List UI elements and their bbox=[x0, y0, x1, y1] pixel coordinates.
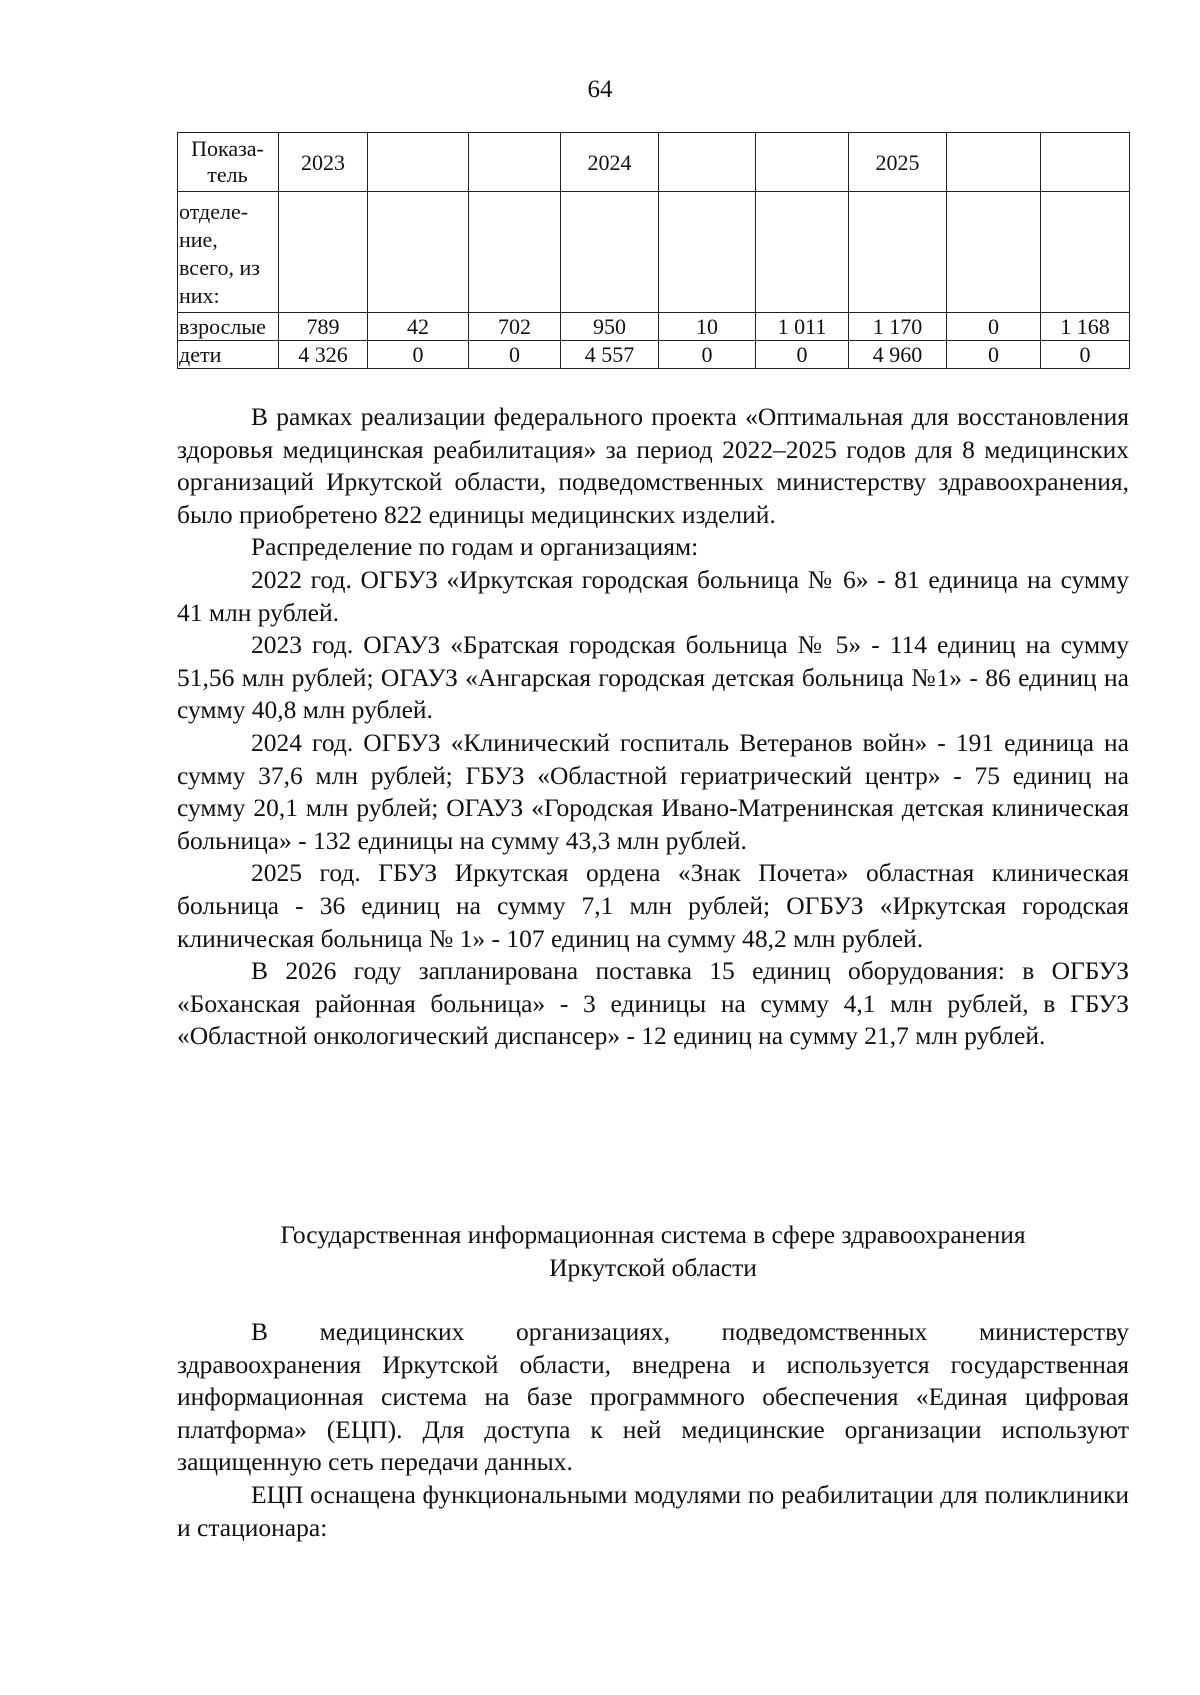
table-header-cell: 2024 bbox=[561, 133, 659, 192]
table-cell: 4 557 bbox=[561, 341, 659, 369]
table-row bbox=[178, 313, 1130, 341]
table-cell bbox=[849, 192, 947, 313]
paragraph: В медицинских организациях, подведомственных министерству здравоохранения Иркутской области, внедрена и используется государственная информационная система на базе программного обеспечения «Единая цифровая платформа» (ЕЦП). Для доступа к ней медицинские организации используют защищенную сеть передачи данных. bbox=[177, 1317, 1129, 1477]
table-cell: 789 bbox=[279, 313, 368, 341]
table-cell bbox=[368, 192, 469, 313]
table-header-cell: 2023 bbox=[279, 133, 368, 192]
body-text-procurement bbox=[177, 401, 1129, 1053]
body-text-ecp bbox=[177, 1316, 1129, 1544]
table-cell bbox=[659, 192, 756, 313]
table-row-label: дети bbox=[178, 341, 279, 369]
table-header-cell bbox=[659, 133, 756, 192]
table-row-label: отделе-ние, всего, из них: bbox=[178, 192, 279, 313]
section-heading-line: Иркутской области bbox=[549, 1253, 757, 1282]
table-cell: 0 bbox=[469, 341, 561, 369]
section-heading bbox=[177, 1218, 1129, 1284]
table-cell: 1 011 bbox=[756, 313, 849, 341]
table-cell bbox=[469, 192, 561, 313]
paragraph: Распределение по годам и организациям: bbox=[251, 532, 699, 562]
table-header-cell: Показа-тель bbox=[178, 133, 279, 192]
paragraph: 2022 год. ОГБУЗ «Иркутская городская больница № 6» - 81 единица на сумму 41 млн рублей. bbox=[177, 564, 1129, 627]
table-cell: 4 326 bbox=[279, 341, 368, 369]
table-header-cell bbox=[756, 133, 849, 192]
table-cell: 0 bbox=[659, 341, 756, 369]
paragraph: 2023 год. ОГАУЗ «Братская городская больница № 5» - 114 единиц на сумму 51,56 млн рублей; ОГАУЗ «Ангарская городская детская больница №1» - 86 единиц на сумму 40,8 млн рублей. bbox=[177, 630, 1129, 725]
table-header-cell bbox=[368, 133, 469, 192]
table-cell: 0 bbox=[368, 341, 469, 369]
table-subheader-row bbox=[178, 192, 1130, 313]
table-cell bbox=[947, 192, 1041, 313]
paragraph: ЕЦП оснащена функциональными модулями по реабилитации для поликлиники и стационара: bbox=[177, 1479, 1129, 1542]
table-header-row bbox=[178, 133, 1130, 192]
table-cell: 10 bbox=[659, 313, 756, 341]
table-cell: 0 bbox=[756, 341, 849, 369]
page-number: 64 bbox=[587, 76, 613, 103]
table-cell: 0 bbox=[947, 341, 1041, 369]
table-row-label: взрослые bbox=[178, 313, 279, 341]
paragraph: 2024 год. ОГБУЗ «Клинический госпиталь Ветеранов войн» - 191 единица на сумму 37,6 млн рублей; ГБУЗ «Областной гериатрический центр» - 75 единиц на сумму 20,1 млн рублей; ОГАУЗ «Городская Ивано-Матренинская детская клиническая больница» - 132 единицы на сумму 43,3 млн рублей. bbox=[177, 727, 1129, 855]
table-cell: 42 bbox=[368, 313, 469, 341]
table-cell bbox=[561, 192, 659, 313]
table-cell: 950 bbox=[561, 313, 659, 341]
table-cell: 1 168 bbox=[1041, 313, 1130, 341]
indicator-table bbox=[177, 132, 1130, 369]
table-header-cell bbox=[947, 133, 1041, 192]
table-header-cell bbox=[1041, 133, 1130, 192]
table-header-cell bbox=[469, 133, 561, 192]
table-cell bbox=[279, 192, 368, 313]
paragraph: 2025 год. ГБУЗ Иркутская ордена «Знак Почета» областная клиническая больница - 36 единиц на сумму 7,1 млн рублей; ОГБУЗ «Иркутская городская клиническая больница № 1» - 107 единиц на сумму 48,2 млн рублей. bbox=[177, 858, 1129, 953]
table-row bbox=[178, 341, 1130, 369]
table-cell: 4 960 bbox=[849, 341, 947, 369]
section-heading-line: Государственная информационная система в сфере здравоохранения bbox=[280, 1220, 1026, 1249]
table-cell bbox=[756, 192, 849, 313]
table-cell bbox=[1041, 192, 1130, 313]
table-header-cell: 2025 bbox=[849, 133, 947, 192]
table-cell: 1 170 bbox=[849, 313, 947, 341]
paragraph: В рамках реализации федерального проекта «Оптимальная для восстановления здоровья медицинская реабилитация» за период 2022–2025 годов для 8 медицинских организаций Иркутской области, подведомственных министерству здравоохранения, было приобретено 822 единицы медицинских изделий. bbox=[177, 402, 1129, 529]
table-cell: 702 bbox=[469, 313, 561, 341]
paragraph: В 2026 году запланирована поставка 15 единиц оборудования: в ОГБУЗ «Боханская районная больница» - 3 единицы на сумму 4,1 млн рублей, в ГБУЗ «Областной онкологический диспансер» - 12 единиц на сумму 21,7 млн рублей. bbox=[177, 956, 1129, 1051]
table-cell: 0 bbox=[947, 313, 1041, 341]
table-cell: 0 bbox=[1041, 341, 1130, 369]
